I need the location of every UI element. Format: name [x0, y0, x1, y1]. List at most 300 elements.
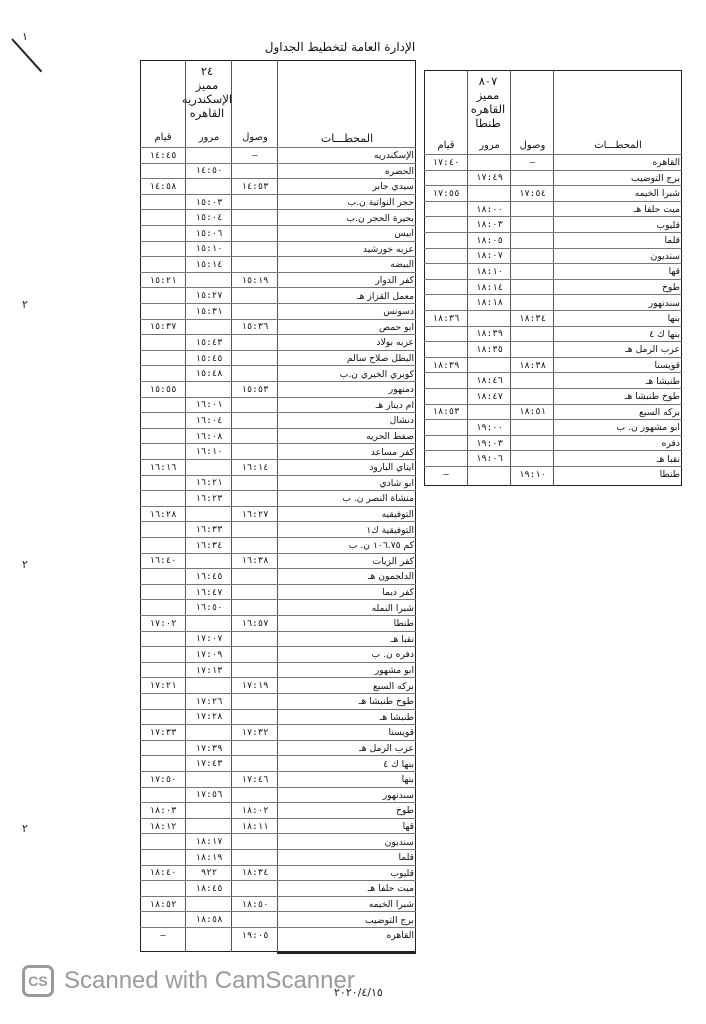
pass-time: ١٦:٣٤	[195, 540, 223, 551]
depart-time: ١٨:٤٠	[149, 868, 177, 879]
depart-time	[424, 264, 468, 280]
station-name: بركه السبع	[638, 406, 680, 418]
pass-time: ١٨:١٩	[195, 852, 223, 863]
arrival-time: —	[529, 157, 536, 168]
depart-time	[140, 210, 186, 226]
depart-time	[424, 373, 468, 389]
table-row	[140, 677, 416, 693]
station-name: كفر الزيات	[372, 555, 414, 567]
station-name: بنها	[401, 774, 414, 786]
table-row	[140, 818, 416, 834]
station-name: عرب الرمل هـ	[359, 743, 414, 755]
pass-time: ١٧:٤٣	[195, 759, 223, 770]
station-name: شبرا النمله	[371, 602, 414, 614]
station-name: حجر النواتية ن.ب	[347, 197, 414, 209]
station-name: صفط الحريه	[366, 431, 414, 443]
train-header	[424, 74, 552, 130]
arrival-time	[511, 171, 554, 187]
table-row	[140, 412, 416, 428]
depart-time: ١٨:١٢	[149, 821, 177, 832]
depart-time: ١٨:٣٦	[432, 313, 460, 324]
pass-time: ١٨:١٤	[475, 282, 504, 293]
arrival-time: ١٦:٣٨	[241, 556, 269, 567]
station-name: البيضه	[390, 259, 414, 271]
station-name: عزبه بولاد	[376, 337, 414, 349]
station-name: دفره ن. ب	[371, 649, 414, 661]
pass-time: ١٥:٤٣	[195, 337, 223, 348]
table-row	[424, 263, 682, 279]
table-row	[140, 319, 416, 335]
depart-time: —	[160, 930, 166, 941]
depart-time	[140, 226, 186, 242]
pass-time: ١٧:١٣	[195, 665, 223, 676]
pass-time	[186, 819, 232, 835]
station-name: قويسنا	[388, 727, 414, 739]
pass-time: ١٤:٥٠	[195, 166, 223, 177]
depart-time: ١٥:٥٥	[149, 384, 177, 395]
arrival-time: ١٦:٢٧	[241, 509, 269, 520]
station-name: كفر ديما	[382, 587, 414, 599]
depart-time: ١٨:٠٣	[149, 805, 177, 816]
depart-time	[424, 451, 468, 467]
arrival-time	[511, 389, 554, 405]
train-type: مميز	[195, 78, 219, 92]
margin-slash-mark	[11, 38, 42, 72]
pass-time: ١٨:١٧	[195, 837, 223, 848]
pass-time	[186, 148, 232, 164]
pass-time: ١٥:٤٨	[195, 369, 223, 380]
table-row	[424, 216, 682, 232]
table-row	[140, 568, 416, 584]
arrival-time	[232, 600, 278, 616]
col-header-depart: قيام	[154, 132, 172, 143]
table-row	[140, 350, 416, 366]
table-row	[140, 693, 416, 709]
station-name: التوفيقيه	[381, 509, 414, 521]
arrival-time: ١٨:٥٠	[241, 899, 269, 910]
station-name: القاهره	[386, 930, 414, 942]
table-row	[140, 833, 416, 849]
arrival-time	[232, 351, 278, 367]
depart-time	[140, 242, 186, 258]
pass-time: ١٥:١٠	[195, 244, 223, 255]
arrival-time	[511, 295, 554, 311]
pass-time: ١٨:٤٥	[195, 883, 223, 894]
station-name: بنها	[667, 313, 680, 325]
pass-time	[468, 405, 511, 421]
depart-time	[140, 398, 186, 414]
pass-time: ١٩:٠٣	[475, 438, 504, 449]
station-name: ميت حلفا هـ	[367, 883, 414, 895]
station-name: قليوب	[390, 867, 414, 879]
station-name: ابو مشهور	[374, 665, 414, 677]
station-name: بنها ك ٤	[383, 758, 414, 770]
pass-time: ١٧:٠٧	[195, 634, 223, 645]
arrival-time	[511, 249, 554, 265]
col-header-depart: قيام	[437, 140, 455, 151]
arrival-time	[232, 164, 278, 180]
depart-time	[140, 647, 186, 663]
depart-time	[140, 522, 186, 538]
table-row	[140, 631, 416, 647]
pass-time: ٩٢٢	[200, 868, 218, 879]
table-row	[140, 303, 416, 319]
table-row	[140, 911, 416, 927]
depart-time: ١٥:٣٧	[149, 322, 177, 333]
station-name: شبرا الخيمه	[368, 899, 414, 911]
camscanner-watermark	[22, 965, 355, 997]
table-row	[424, 404, 682, 420]
train-to: القاهره	[189, 106, 225, 120]
table-row	[424, 450, 682, 466]
table-row	[140, 599, 416, 615]
table-row	[140, 896, 416, 912]
depart-time	[424, 280, 468, 296]
pass-time: ١٥:٠٣	[195, 197, 223, 208]
depart-time	[140, 881, 186, 897]
table-row	[424, 310, 682, 326]
arrival-time	[511, 327, 554, 343]
station-name: سندنهور	[648, 297, 680, 309]
depart-time: —	[443, 469, 449, 480]
table-row	[140, 443, 416, 459]
pass-time: ١٦:٤٧	[195, 587, 223, 598]
station-name: طوخ	[396, 805, 414, 817]
depart-time	[140, 429, 186, 445]
depart-time: ١٦:٤٠	[149, 556, 177, 567]
table-row	[140, 334, 416, 350]
depart-time: ١٨:٥٣	[432, 407, 460, 418]
pass-time: ١٨:٤٦	[475, 376, 504, 387]
arrival-time: —	[252, 150, 258, 161]
station-name: التوفيقية ك١	[366, 524, 414, 536]
arrival-time	[232, 788, 278, 804]
table-row	[140, 194, 416, 210]
station-name: البطل صلاح سالم	[346, 353, 414, 365]
arrival-time	[232, 491, 278, 507]
arrival-time	[232, 663, 278, 679]
depart-time	[140, 632, 186, 648]
arrival-time	[511, 420, 554, 436]
document-date: ٢٠٢٠/٤/١٥	[334, 986, 383, 999]
arrival-time	[232, 444, 278, 460]
depart-time	[140, 195, 186, 211]
pass-time	[186, 460, 232, 476]
pass-time	[186, 678, 232, 694]
table-row	[140, 662, 416, 678]
timetable-train-24	[140, 60, 416, 952]
table-row	[424, 466, 682, 482]
pass-time: ١٦:٠٨	[195, 431, 223, 442]
pass-time	[186, 616, 232, 632]
station-name: منشاة النصر ن. ب	[342, 493, 414, 505]
train-from: القاهره	[470, 102, 506, 116]
depart-time	[424, 202, 468, 218]
margin-mark: ١	[22, 30, 28, 43]
arrival-time	[232, 912, 278, 928]
pass-time: ١٨:٥٨	[195, 915, 223, 926]
depart-time	[424, 217, 468, 233]
col-header-station: المحطـــات	[320, 132, 374, 145]
table-row	[424, 326, 682, 342]
table-row	[424, 170, 682, 186]
table-row	[424, 279, 682, 295]
pass-time: ١٥:٢٧	[195, 291, 223, 302]
station-name: القاهره	[652, 157, 680, 169]
margin-mark: ٢	[22, 822, 28, 835]
arrival-time	[511, 451, 554, 467]
arrival-time: ١٧:٣٢	[241, 727, 269, 738]
table-row	[140, 787, 416, 803]
station-name: ابو شادي	[379, 477, 414, 489]
arrival-time	[511, 233, 554, 249]
station-name: ابو حمص	[378, 321, 414, 333]
table-row	[140, 740, 416, 756]
station-name: معمل القزاز هـ	[356, 290, 414, 302]
arrival-time	[232, 366, 278, 382]
station-name: سنديون	[650, 250, 680, 262]
depart-time	[140, 912, 186, 928]
col-header-arrival: وصول	[242, 132, 268, 143]
table-row	[140, 724, 416, 740]
table-row	[424, 248, 682, 264]
pass-time	[186, 273, 232, 289]
table-row	[140, 256, 416, 272]
depart-time	[140, 164, 186, 180]
pass-time	[186, 772, 232, 788]
depart-time	[140, 663, 186, 679]
document-title: الإدارة العامة لتخطيط الجداول	[264, 40, 416, 54]
table-row	[140, 880, 416, 896]
arrival-time: ١٨:٣٨	[518, 360, 547, 371]
depart-time	[140, 366, 186, 382]
table-row	[140, 397, 416, 413]
table-row	[140, 241, 416, 257]
depart-time: ١٤:٤٥	[149, 150, 177, 161]
pass-time: ١٨:١٨	[475, 298, 504, 309]
station-name: طنطا	[393, 618, 414, 630]
table-row	[140, 615, 416, 631]
depart-time	[140, 850, 186, 866]
arrival-time	[232, 413, 278, 429]
station-name: بحيرة الحجر ن.ب	[346, 212, 414, 224]
table-row	[140, 163, 416, 179]
arrival-time	[232, 694, 278, 710]
arrival-time	[511, 264, 554, 280]
depart-time: ١٥:٢١	[149, 275, 177, 286]
arrival-time: ١٥:٥٣	[241, 384, 269, 395]
pass-time	[186, 725, 232, 741]
depart-time	[140, 538, 186, 554]
arrival-time	[232, 195, 278, 211]
depart-time: ١٨:٥٢	[149, 899, 177, 910]
depart-time	[140, 788, 186, 804]
pass-time	[186, 179, 232, 195]
depart-time	[424, 233, 468, 249]
pass-time: ١٨:٠٠	[475, 204, 504, 215]
arrival-time	[232, 647, 278, 663]
depart-time: ١٤:٥٨	[149, 181, 177, 192]
table-row	[424, 154, 682, 170]
train-header	[140, 64, 274, 120]
station-name: بركه السبع	[372, 680, 414, 692]
pass-time: ١٨:١٠	[475, 266, 504, 277]
arrival-time	[232, 476, 278, 492]
pass-time: ١٦:٠١	[195, 400, 223, 411]
pass-time	[468, 186, 511, 202]
station-name: شبرا الخيمه	[634, 188, 680, 200]
depart-time	[140, 335, 186, 351]
pass-time	[468, 358, 511, 374]
arrival-time	[511, 202, 554, 218]
pass-time: ١٦:٤٥	[195, 571, 223, 582]
arrival-time	[232, 257, 278, 273]
pass-time: ١٥:٠٤	[195, 213, 223, 224]
arrival-time: ١٧:٥٤	[518, 188, 547, 199]
arrival-time	[511, 373, 554, 389]
arrival-time	[511, 217, 554, 233]
table-row	[424, 357, 682, 373]
pass-time: ١٥:١٤	[195, 259, 223, 270]
station-name: بنها ك ٤	[649, 328, 680, 340]
pass-time: ١٩:٠٠	[475, 422, 504, 433]
table-row	[424, 232, 682, 248]
depart-time: ١٦:١٦	[149, 462, 177, 473]
arrival-time	[232, 756, 278, 772]
depart-time	[140, 304, 186, 320]
arrival-time	[232, 741, 278, 757]
table-row	[140, 272, 416, 288]
station-name: برج التوضيب	[631, 172, 680, 184]
arrival-time	[232, 398, 278, 414]
arrival-time: ١٩:٠٥	[241, 930, 269, 941]
station-name: طنبشا هـ	[379, 711, 414, 723]
depart-time: ١٧:٥٠	[149, 774, 177, 785]
depart-time	[424, 420, 468, 436]
depart-time: ١٨:٣٩	[432, 360, 460, 371]
train-from: الإسكندريه	[181, 92, 233, 106]
arrival-time	[232, 881, 278, 897]
depart-time: ١٧:٢١	[149, 681, 177, 692]
pass-time: ١٥:٤٥	[195, 353, 223, 364]
station-name: قها	[402, 821, 414, 833]
table-row	[424, 185, 682, 201]
pass-time: ١٨:٤٧	[475, 391, 504, 402]
station-name: ايتاي البارود	[369, 462, 414, 474]
station-name: ميت حلفا هـ	[633, 204, 680, 216]
station-name: طنطا	[659, 469, 680, 481]
table-row	[140, 553, 416, 569]
arrival-time	[511, 280, 554, 296]
depart-time	[140, 756, 186, 772]
table-row	[140, 755, 416, 771]
table-row	[140, 584, 416, 600]
pass-time: ١٥:٣١	[195, 306, 223, 317]
station-name: الإسكندريه	[373, 150, 414, 162]
station-name: عزبه خورشيد	[362, 243, 414, 255]
table-row	[140, 521, 416, 537]
table-row	[424, 388, 682, 404]
station-name: طوخ	[662, 282, 680, 294]
margin-mark: ٢	[22, 298, 28, 311]
arrival-time	[232, 569, 278, 585]
arrival-time	[232, 335, 278, 351]
pass-time	[186, 507, 232, 523]
pass-time	[468, 467, 511, 483]
pass-time: ١٨:٠٧	[475, 251, 504, 262]
depart-time	[140, 694, 186, 710]
station-name: طنبشا هـ	[645, 375, 680, 387]
depart-time	[424, 436, 468, 452]
depart-time	[140, 710, 186, 726]
pass-time	[186, 897, 232, 913]
arrival-time	[232, 210, 278, 226]
station-name: قلما	[664, 235, 680, 247]
table-row	[140, 537, 416, 553]
timetable-train-807	[424, 70, 682, 486]
camscanner-logo-icon: CS	[22, 965, 54, 997]
table-underline	[277, 952, 416, 954]
station-name: برج التوضيب	[365, 914, 414, 926]
table-row	[140, 490, 416, 506]
station-name: الدلجمون هـ	[367, 571, 414, 583]
arrival-time: ١٨:٥١	[518, 407, 547, 418]
depart-time	[140, 834, 186, 850]
depart-time	[140, 288, 186, 304]
pass-time	[468, 311, 511, 327]
station-name: قها	[668, 266, 680, 278]
table-row	[140, 147, 416, 163]
table-row	[140, 849, 416, 865]
table-row	[424, 435, 682, 451]
pass-time: ١٧:٥٦	[195, 790, 223, 801]
pass-time: ١٦:٠٤	[195, 415, 223, 426]
pass-time	[186, 928, 232, 944]
depart-time	[140, 444, 186, 460]
station-name: نقبا هـ	[390, 633, 414, 645]
table-row	[424, 201, 682, 217]
table-row	[140, 365, 416, 381]
station-name: ابو مشهور ن. ب	[616, 422, 680, 434]
arrival-time: ١٦:١٤	[241, 462, 269, 473]
train-to: طنطا	[475, 116, 501, 130]
table-row	[140, 459, 416, 475]
station-name: دسونس	[383, 306, 414, 318]
table-row	[140, 865, 416, 881]
station-name: ام دينار هـ	[375, 399, 414, 411]
arrival-time: ١٨:٣٤	[241, 868, 269, 879]
pass-time: ١٩:٠٦	[475, 454, 504, 465]
arrival-time	[511, 342, 554, 358]
station-name: كوبري الخيري ن.ب	[339, 368, 414, 380]
pass-time: ١٨:٣٩	[475, 329, 504, 340]
depart-time	[140, 741, 186, 757]
table-row	[424, 341, 682, 357]
station-name: سنديون	[384, 836, 414, 848]
table-row	[424, 294, 682, 310]
pass-time: ١٦:١٠	[195, 447, 223, 458]
pass-time: ١٧:٣٩	[195, 743, 223, 754]
arrival-time: ١٥:١٩	[241, 275, 269, 286]
arrival-time	[232, 304, 278, 320]
pass-time: ١٨:٣٥	[475, 344, 504, 355]
pass-time	[186, 554, 232, 570]
station-name: سيدي جابر	[372, 181, 414, 193]
train-number: ٨٠٧	[478, 74, 498, 88]
station-name: طوخ طنبشا هـ	[624, 391, 680, 403]
station-name: قويسنا	[654, 360, 680, 372]
col-header-arrival: وصول	[519, 140, 546, 151]
